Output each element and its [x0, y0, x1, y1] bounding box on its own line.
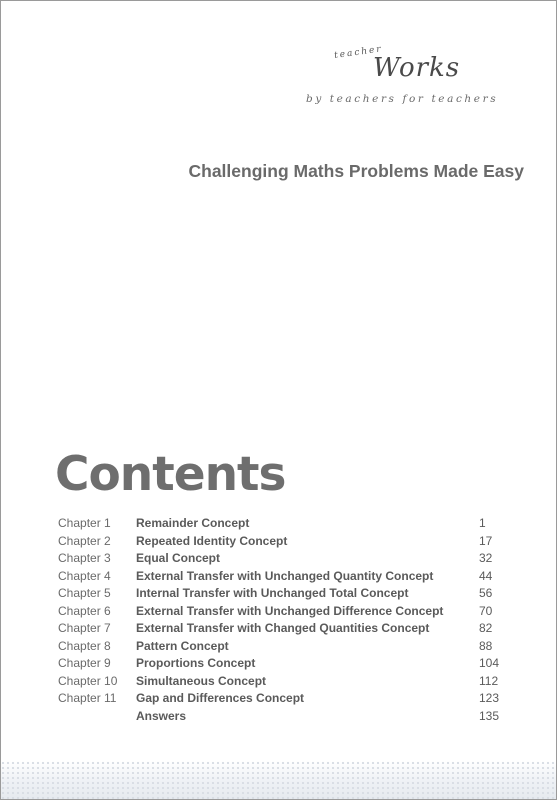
- toc-chapter-label: Chapter 9: [58, 656, 111, 670]
- toc-page-number: 56: [479, 586, 493, 600]
- logo-tagline: by teachers for teachers: [306, 93, 499, 105]
- toc-chapter-title: Gap and Differences Concept: [136, 691, 305, 705]
- toc-page-number: 104: [479, 656, 500, 670]
- toc-chapter-label: Chapter 8: [58, 638, 111, 653]
- toc-page-number: 1: [479, 516, 486, 530]
- contents-heading: Contents: [55, 447, 286, 502]
- toc-chapter-title: Pattern Concept: [136, 638, 229, 653]
- toc-chapter-title: External Transfer with Changed Quantities Concept: [136, 621, 430, 635]
- toc-row[interactable]: [58, 674, 508, 692]
- toc-chapter-label: Chapter 1: [58, 516, 111, 530]
- toc-chapter-title: Remainder Concept: [136, 516, 250, 530]
- logo-works-text: Works: [373, 53, 461, 83]
- decorative-bottom-band: [1, 761, 556, 799]
- logo-teacher-text: teacher: [333, 44, 384, 61]
- toc-page-number: 70: [479, 603, 493, 618]
- toc-page-number: 17: [479, 533, 493, 548]
- toc-page-number: 32: [479, 551, 493, 565]
- toc-chapter-label: Chapter 10: [58, 673, 118, 688]
- table-of-contents: [58, 516, 508, 726]
- toc-chapter-title: Internal Transfer with Unchanged Total Concept: [136, 586, 409, 600]
- toc-page-number: 44: [479, 568, 493, 583]
- toc-row[interactable]: [58, 586, 508, 604]
- toc-page-number: 88: [479, 638, 493, 653]
- toc-chapter-title: Equal Concept: [136, 551, 221, 565]
- toc-chapter-title: Answers: [136, 708, 187, 723]
- toc-chapter-label: Chapter 6: [58, 603, 111, 618]
- toc-chapter-title: External Transfer with Unchanged Quantity Concept: [136, 568, 434, 583]
- toc-page-number: 112: [479, 673, 499, 688]
- toc-chapter-title: Proportions Concept: [136, 656, 256, 670]
- toc-page-number: 135: [479, 708, 500, 723]
- toc-chapter-label: Chapter 7: [58, 621, 111, 635]
- toc-row[interactable]: [58, 621, 508, 639]
- toc-row[interactable]: [58, 656, 508, 674]
- teacher-works-logo: [301, 41, 531, 111]
- toc-page-number: 123: [479, 691, 500, 705]
- toc-chapter-label: Chapter 2: [58, 533, 111, 548]
- toc-chapter-label: Chapter 3: [58, 551, 111, 565]
- toc-page-number: 82: [479, 621, 493, 635]
- toc-row[interactable]: [58, 516, 508, 534]
- toc-chapter-title: Repeated Identity Concept: [136, 533, 288, 548]
- toc-row[interactable]: [58, 639, 508, 657]
- toc-chapter-label: Chapter 5: [58, 586, 111, 600]
- book-subtitle: Challenging Maths Problems Made Easy: [188, 161, 524, 181]
- toc-chapter-title: Simultaneous Concept: [136, 673, 267, 688]
- toc-row[interactable]: [58, 691, 508, 709]
- toc-row[interactable]: [58, 551, 508, 569]
- toc-row[interactable]: [58, 569, 508, 587]
- toc-chapter-title: External Transfer with Unchanged Difference Concept: [136, 603, 444, 618]
- toc-row[interactable]: [58, 709, 508, 727]
- toc-row[interactable]: [58, 534, 508, 552]
- toc-chapter-label: Chapter 11: [58, 691, 117, 705]
- toc-row[interactable]: [58, 604, 508, 622]
- toc-chapter-label: Chapter 4: [58, 568, 111, 583]
